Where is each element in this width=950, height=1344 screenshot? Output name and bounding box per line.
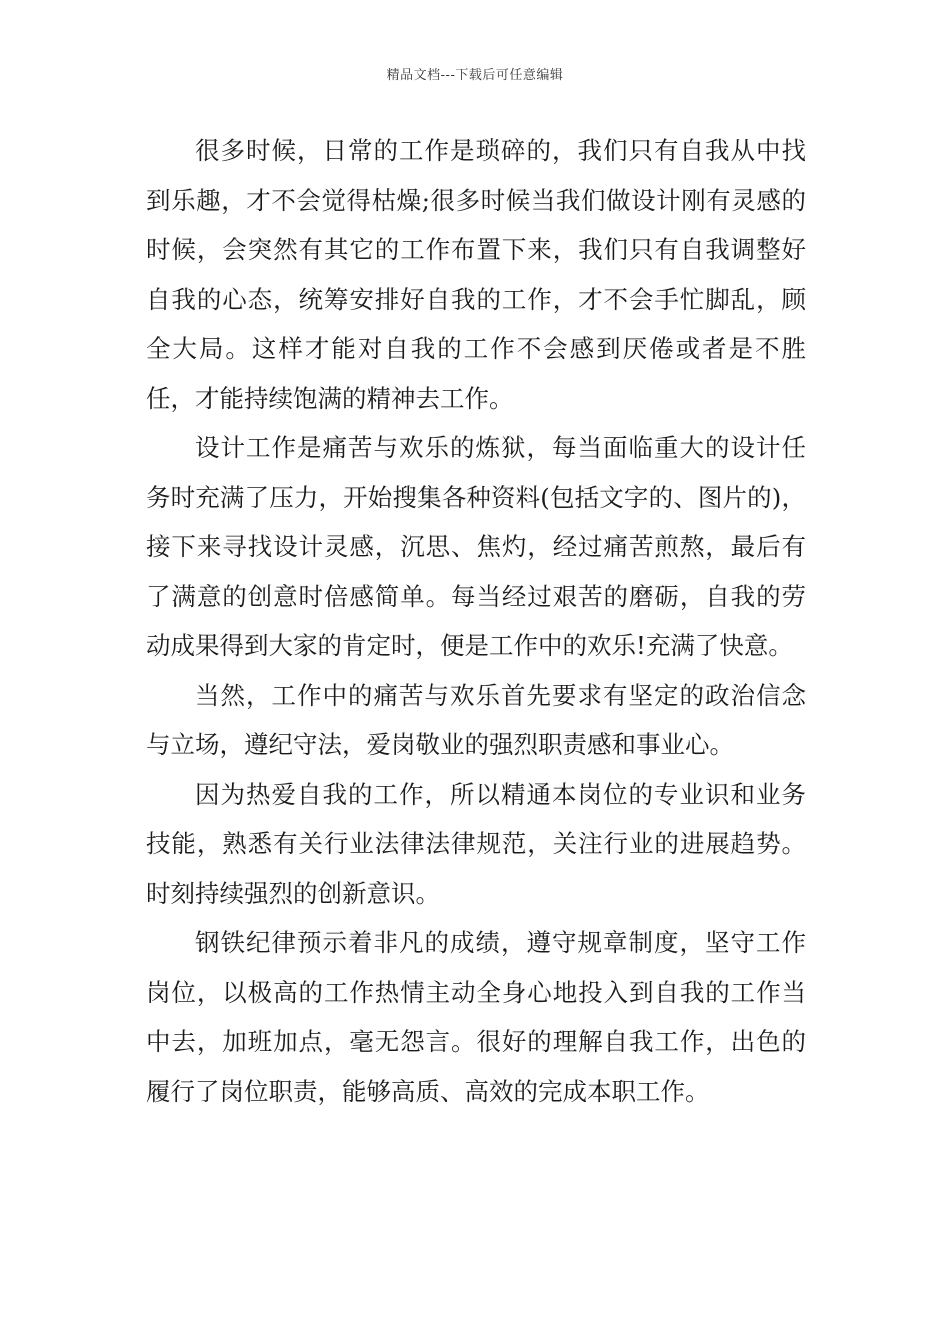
paragraph-5: 钢铁纪律预示着非凡的成绩，遵守规章制度，坚守工作岗位，以极高的工作热情主动全身心地投入到自我的工作当中去，加班加点，毫无怨言。很好的理解自我工作，出色的履行了岗位职责，能够高质、高效的完成本职工作。 (146, 928, 806, 1106)
page-header: 精品文档---下载后可任意编辑 (386, 68, 564, 83)
paragraph-3: 当然，工作中的痛苦与欢乐首先要求有坚定的政治信念与立场，遵纪守法，爱岗敬业的强烈职责感和事业心。 (146, 680, 806, 759)
paragraph-1: 很多时候，日常的工作是琐碎的，我们只有自我从中找到乐趣，才不会觉得枯燥;很多时候当我们做设计刚有灵感的时候，会突然有其它的工作布置下来，我们只有自我调整好自我的心态，统筹安排好自我的工作，才不会手忙脚乱，顾全大局。这样才能对自我的工作不会感到厌倦或者是不胜任，才能持续饱满的精神去工作。 (146, 136, 806, 413)
paragraph-4: 因为热爱自我的工作，所以精通本岗位的专业识和业务技能，熟悉有关行业法律法律规范，关注行业的进展趋势。时刻持续强烈的创新意识。 (146, 779, 806, 908)
paragraph-2: 设计工作是痛苦与欢乐的炼狱，每当面临重大的设计任务时充满了压力，开始搜集各种资料(包括文字的、图片的)，接下来寻找设计灵感，沉思、焦灼，经过痛苦煎熬，最后有了满意的创意时倍感简单。每当经过艰苦的磨砺，自我的劳动成果得到大家的肯定时，便是工作中的欢乐!充满了快意。 (146, 433, 806, 660)
document-body (146, 126, 806, 1116)
